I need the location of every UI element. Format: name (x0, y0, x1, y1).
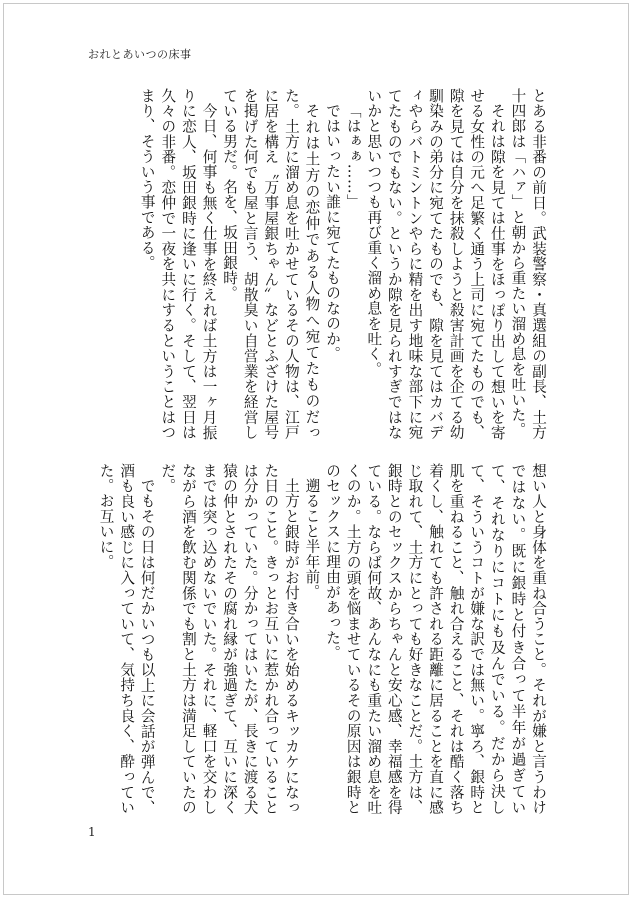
paragraph: 遡ること半年前。 (303, 477, 321, 600)
paragraph: 想い人と身体を重ね合うこと。それが嫌と言うわけではない。既に銀時と付き合って半年が過ぎていて、それなりにコトにも及んでいる。だから決して、そういうコトが嫌な訳では無い。寧ろ、銀時と肌を重ねること、触れ合えること、それは酷く落ち着くし、触れても許される距離に居ることを直に感じ取れて、土方にとっても好きなことだ。土方は、銀時とのセックスからちゃんと安心感、幸福感を得ている。ならば何故、あんなにも重たい溜め息を吐くのか。土方の頭を悩ませているその原因は銀時とのセックスに理由があった。 (324, 463, 547, 815)
paragraph: 今日、何事も無く仕事を終えれば土方は一ヶ月振りに恋人、坂田銀時に逢いに行く。そして、翌日は久々の非番。恋仲で一夜を共にするということはつまり、そういう事である。 (138, 88, 218, 440)
paragraph: でもその日は何だかいつも以上に会話が弾んで、酒も良い感じに入っていて、気持ち良く、酔っていた。お互いに。 (97, 463, 156, 815)
bottom-text-column (86, 463, 548, 815)
page-number: 1 (88, 825, 96, 839)
paragraph: 土方と銀時がお付き合いを始めるキッカケになった日のこと。きっとお互いに惹かれ合っていることは分かっていた。分かってはいたが、長きに渡る犬猿の仲とされたその腐れ縁が強過ぎて、互いに深くまでは突っ込めないでいた。それに、軽口を交わしながら酒を飲む関係でも割と土方は満足していたのだ。 (159, 463, 300, 815)
paragraph: 「はぁぁ……」 (344, 102, 362, 209)
top-text-column (82, 88, 548, 440)
paragraph: それは土方の恋仲である人物へ宛てたものだった。土方に溜め息を吐かせているその人物は、江戸に居を構え〝万事屋銀ちゃん〟などとふざけた屋号を掲げた何でも屋と言う、胡散臭い自営業を経営している男だ。名を、坂田銀時。 (221, 88, 321, 440)
paragraph: ではいったい誰に宛てたものなのか。 (324, 102, 342, 361)
paragraph: それは隙を見ては仕事をほっぽり出して想いを寄せる女性の元へ足繁く通う上司に宛てたものでも、隙を見ては自分を抹殺しようと殺害計画を企てる幼馴染みの弟分に宛てたものでも、隙を見てはカバディやらバトミントンやらに精を出す地味な部下に宛てたものでもない。というか隙を見られすぎではないかと思いつつも再び重く溜め息を吐く。 (365, 88, 506, 440)
paragraph: とある非番の前日。武装警察・真選組の副長、土方十四郎は「ハァ」と朝から重たい溜め息を吐いた。 (509, 88, 547, 440)
running-header: おれとあいつの床事 (88, 48, 192, 61)
